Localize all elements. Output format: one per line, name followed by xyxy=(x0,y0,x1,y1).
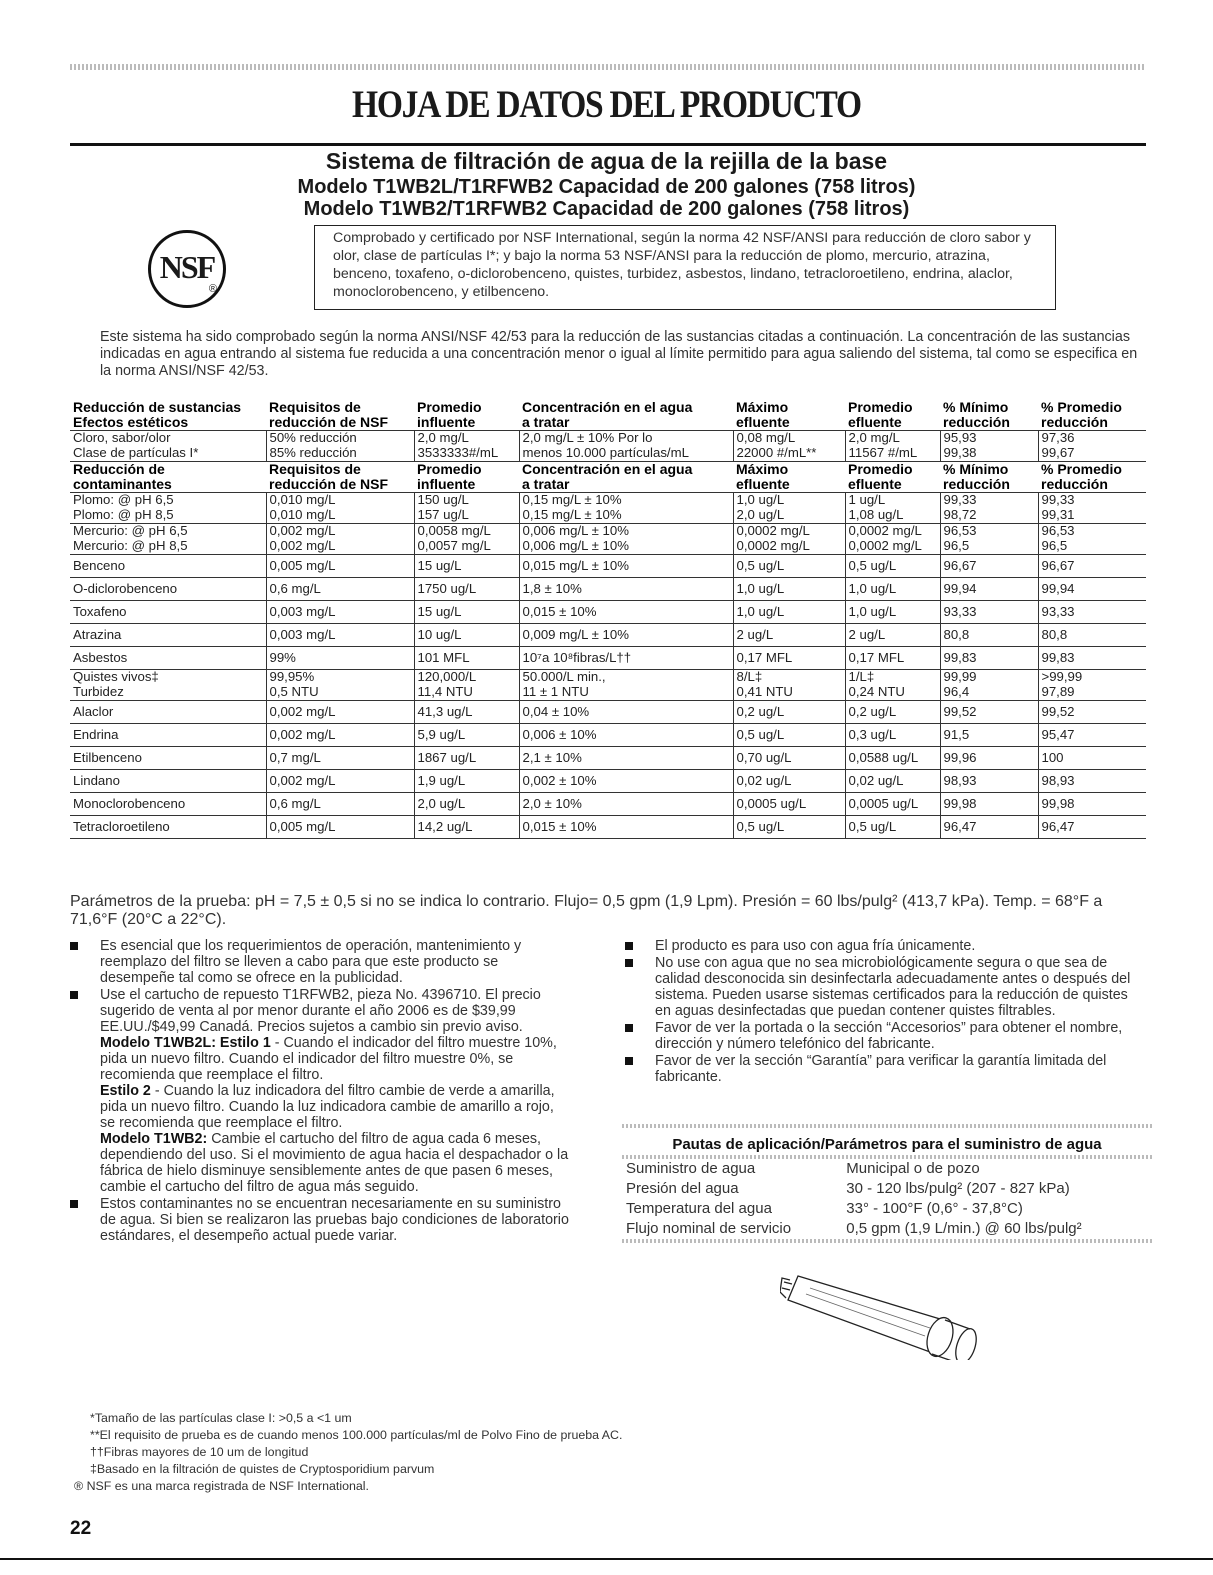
model-note-text: - Cuando la luz indicadora del filtro cambie de verde a amarilla, pida un nuevo filtro. Cuando la luz indicadora cambie de amarillo a rojo, se recomienda que reemplace el filtro. xyxy=(100,1083,555,1131)
table-cell: 0,0002 mg/L 0,0002 mg/L xyxy=(733,524,845,555)
table-cell: >99,99 97,89 xyxy=(1038,670,1146,701)
guideline-value: Municipal o de pozo xyxy=(846,1160,980,1177)
left-bullet-column xyxy=(70,938,570,1245)
guideline-label: Presión del agua xyxy=(626,1180,739,1197)
table-cell: 2 ug/L xyxy=(733,624,845,647)
table-cell: 99,83 xyxy=(940,647,1038,670)
table-cell: 96,67 xyxy=(1038,555,1146,578)
table-cell: 0,2 ug/L xyxy=(845,701,940,724)
footnote: **El requisito de prueba es de cuando menos 100.000 partículas/ml de Polvo Fino de prueba AC. xyxy=(90,1428,623,1442)
table-cell: 15 ug/L xyxy=(414,601,519,624)
table-cell: 0,002 mg/L 0,002 mg/L xyxy=(266,524,414,555)
table-cell: 1,0 ug/L 2,0 ug/L xyxy=(733,493,845,524)
model-note-text: Cambie el cartucho del filtro de agua cada 6 meses, dependiendo del uso. Si el movimiento de agua hacia el despachador o la fábrica de hielo disminuye sensiblemente antes de que pasen 6 meses, cambie el cartucho del filtro de agua más seguido. xyxy=(100,1131,569,1195)
table-cell: 0,6 mg/L xyxy=(266,793,414,816)
table-cell: 5,9 ug/L xyxy=(414,724,519,747)
table-row xyxy=(70,431,1146,462)
model-line-1: Modelo T1WB2L/T1RFWB2 Capacidad de 200 galones (758 litros) xyxy=(297,176,916,198)
table-cell: 99,98 xyxy=(1038,793,1146,816)
table-header-cell: % Promedio reducción xyxy=(1038,462,1146,493)
table-cell: 0,3 ug/L xyxy=(845,724,940,747)
table-row xyxy=(70,578,1146,601)
table-cell: 2,0 mg/L 3533333#/mL xyxy=(414,431,519,462)
table-cell: Lindano xyxy=(70,770,266,793)
table-cell: 2,0 mg/L 11567 #/mL xyxy=(845,431,940,462)
table-header-cell: Promedio influente xyxy=(414,462,519,493)
table-cell: 99,52 xyxy=(940,701,1038,724)
registered-mark: ® xyxy=(208,283,217,295)
bullet-item xyxy=(70,1196,570,1244)
table-cell: 98,93 xyxy=(1038,770,1146,793)
table-cell: 2,0 mg/L ± 10% Por lo menos 10.000 partículas/mL xyxy=(519,431,733,462)
table-cell: 10⁷a 10⁸fibras/L†† xyxy=(519,647,733,670)
table-cell: 1/L‡ 0,24 NTU xyxy=(845,670,940,701)
nsf-logo-text: NSF xyxy=(159,249,215,285)
table-cell: 0,5 ug/L xyxy=(845,816,940,839)
table-cell: 93,33 xyxy=(1038,601,1146,624)
bullet-item xyxy=(625,1053,1145,1085)
table-cell: Toxafeno xyxy=(70,601,266,624)
table-cell: 1,0 ug/L xyxy=(845,601,940,624)
table-cell: 0,002 mg/L xyxy=(266,701,414,724)
table-cell: 2 ug/L xyxy=(845,624,940,647)
table-header-cell: Reducción de sustancias Efectos estéticos xyxy=(73,399,242,430)
table-cell: 0,010 mg/L 0,010 mg/L xyxy=(266,493,414,524)
table-row xyxy=(70,724,1146,747)
table-cell: 0,2 ug/L xyxy=(733,701,845,724)
table-cell: 0,003 mg/L xyxy=(266,601,414,624)
bullet-item xyxy=(625,1020,1145,1052)
table-cell: O-diclorobenceno xyxy=(70,578,266,601)
model-label: Modelo T1WB2L: Estilo 1 xyxy=(100,1035,271,1051)
model-label: Estilo 2 xyxy=(100,1083,151,1099)
table-cell: 0,006 ± 10% xyxy=(519,724,733,747)
table-row xyxy=(70,747,1146,770)
nsf-certification-box: Comprobado y certificado por NSF International, según la norma 42 NSF/ANSI para reducción de cloro sabor y olor, clase de partículas I*; y bajo la norma 53 NSF/ANSI para la reducción de plomo, mercurio, atrazina, benceno, toxafeno, o-diclorobenceno, quistes, turbidez, asbestos, lindano, tetracloroetileno, endrina, alaclor, monoclorobenceno, y etilbenceno. xyxy=(314,225,1056,310)
table-header-cell: Promedio influente xyxy=(417,399,482,430)
table-cell: 0,005 mg/L xyxy=(266,816,414,839)
table-cell: 0,5 ug/L xyxy=(845,555,940,578)
table-cell: 10 ug/L xyxy=(414,624,519,647)
table-cell: 0,5 ug/L xyxy=(733,816,845,839)
model-label: Modelo T1WB2: xyxy=(100,1131,208,1147)
bullet-item xyxy=(70,938,570,986)
table-cell: 95,47 xyxy=(1038,724,1146,747)
table-row xyxy=(70,647,1146,670)
bullet-item xyxy=(70,987,570,1195)
table-cell: Mercurio: @ pH 6,5 Mercurio: @ pH 8,5 xyxy=(70,524,266,555)
table-cell: 1,0 ug/L xyxy=(733,578,845,601)
guidelines-table xyxy=(622,1159,1152,1239)
page-title: HOJA DE DATOS DEL PRODUCTO xyxy=(352,83,861,126)
table-cell: 101 MFL xyxy=(414,647,519,670)
table-cell: 0,04 ± 10% xyxy=(519,701,733,724)
table-cell: 99,94 xyxy=(1038,578,1146,601)
bullet-text: Favor de ver la portada o la sección “Accesorios” para obtener el nombre, dirección y número telefónico del fabricante. xyxy=(655,1020,1123,1052)
table-cell: Endrina xyxy=(70,724,266,747)
table-cell: 99,96 xyxy=(940,747,1038,770)
table-cell: 99,94 xyxy=(940,578,1038,601)
table-row xyxy=(70,524,1146,555)
table-cell: 0,015 ± 10% xyxy=(519,816,733,839)
table-cell: 50% reducción 85% reducción xyxy=(266,431,414,462)
table-cell: 0,006 mg/L ± 10% 0,006 mg/L ± 10% xyxy=(519,524,733,555)
table-cell: 80,8 xyxy=(940,624,1038,647)
table-cell: 1750 ug/L xyxy=(414,578,519,601)
guideline-label: Suministro de agua xyxy=(626,1160,756,1177)
table-cell: 0,009 mg/L ± 10% xyxy=(519,624,733,647)
table-header-cell: Promedio efluente xyxy=(845,462,940,493)
model-note-text: - Cuando el indicador del filtro muestre 10%, pida un nuevo filtro. Cuando el indicador del filtro muestre 0%, se recomienda que reemplace el filtro. xyxy=(100,1035,557,1083)
table-cell: Quistes vivos‡ Turbidez xyxy=(70,670,266,701)
table-cell: Cloro, sabor/olor Clase de partículas I* xyxy=(70,431,266,462)
table-cell: 0,002 mg/L xyxy=(266,724,414,747)
table-cell: 98,93 xyxy=(940,770,1038,793)
table-cell: 0,0058 mg/L 0,0057 mg/L xyxy=(414,524,519,555)
table-cell: 0,0588 ug/L xyxy=(845,747,940,770)
table-cell: 95,93 99,38 xyxy=(940,431,1038,462)
table-cell: 2,0 ug/L xyxy=(414,793,519,816)
table-row xyxy=(70,624,1146,647)
table-cell: 0,002 ± 10% xyxy=(519,770,733,793)
table-header-cell: Concentración en el agua a tratar xyxy=(519,462,733,493)
table-cell: 2,0 ± 10% xyxy=(519,793,733,816)
table-row xyxy=(70,816,1146,839)
guidelines-heading: Pautas de aplicación/Parámetros para el suministro de agua xyxy=(672,1136,1102,1153)
guideline-value: 30 - 120 lbs/pulg² (207 - 827 kPa) xyxy=(846,1180,1070,1197)
table-cell: 2,1 ± 10% xyxy=(519,747,733,770)
table-row xyxy=(70,601,1146,624)
table-cell: 120,000/L 11,4 NTU xyxy=(414,670,519,701)
table-cell: 96,53 96,5 xyxy=(1038,524,1146,555)
table-cell: 0,02 ug/L xyxy=(845,770,940,793)
table-cell: 0,0005 ug/L xyxy=(733,793,845,816)
table-cell: Asbestos xyxy=(70,647,266,670)
table-header-cell: % Promedio reducción xyxy=(1041,399,1122,430)
table-cell: Etilbenceno xyxy=(70,747,266,770)
table-cell: 1 ug/L 1,08 ug/L xyxy=(845,493,940,524)
table-cell: 0,5 ug/L xyxy=(733,724,845,747)
table-cell: 1,0 ug/L xyxy=(845,578,940,601)
table-cell: 96,47 xyxy=(1038,816,1146,839)
table-row xyxy=(622,1199,1152,1219)
table-cell: Monoclorobenceno xyxy=(70,793,266,816)
table-header-cell: % Mínimo reducción xyxy=(943,399,1010,430)
footnote: ‡Basado en la filtración de quistes de Cryptosporidium parvum xyxy=(90,1462,435,1476)
table-cell: 41,3 ug/L xyxy=(414,701,519,724)
bottom-rule xyxy=(0,1558,1213,1560)
guideline-label: Temperatura del agua xyxy=(626,1200,772,1217)
model-note xyxy=(100,1131,570,1195)
table-cell: 99,33 99,31 xyxy=(1038,493,1146,524)
table-cell: 0,17 MFL xyxy=(845,647,940,670)
table-row xyxy=(70,493,1146,524)
title-rule xyxy=(70,143,1146,146)
table-cell: 0,002 mg/L xyxy=(266,770,414,793)
table-cell: 99,98 xyxy=(940,793,1038,816)
table-cell: Plomo: @ pH 6,5 Plomo: @ pH 8,5 xyxy=(70,493,266,524)
table-row xyxy=(70,670,1146,701)
table-row xyxy=(622,1159,1152,1179)
performance-table xyxy=(70,400,1146,839)
table-header-cell: Máximo efluente xyxy=(733,462,845,493)
bullet-text: Es esencial que los requerimientos de operación, mantenimiento y reemplazo del filtro se lleven a cabo para que este producto se desempeñe tal como se ofrece en la publicidad. xyxy=(100,938,522,986)
bullet-text: No use con agua que no sea microbiológicamente segura o que sea de calidad desconocida sin desinfectarla adecuadamente antes o después del sistema. Pueden usarse sistemas certificados para la reducción de quistes en aguas desinfectadas que puedan contener quistes filtrables. xyxy=(655,955,1131,1019)
filter-cartridge-illustration xyxy=(780,1250,990,1360)
table-cell: 91,5 xyxy=(940,724,1038,747)
footnote: *Tamaño de las partículas clase I: >0,5 a <1 um xyxy=(90,1411,352,1425)
table-cell: Atrazina xyxy=(70,624,266,647)
table-cell: 96,47 xyxy=(940,816,1038,839)
table-header-cell: Promedio efluente xyxy=(848,399,913,430)
table-header-cell: Máximo efluente xyxy=(736,399,790,430)
nsf-logo xyxy=(148,230,226,308)
table-header-cell: Reducción de contaminantes xyxy=(70,462,266,493)
bullet-text: Favor de ver la sección “Garantía” para verificar la garantía limitada del fabricante. xyxy=(655,1053,1107,1085)
table-cell: 96,67 xyxy=(940,555,1038,578)
subtitle: Sistema de filtración de agua de la rejilla de la base xyxy=(325,148,888,174)
test-parameters: Parámetros de la prueba: pH = 7,5 ± 0,5 si no se indica lo contrario. Flujo= 0,5 gpm (1,9 Lpm). Presión = 60 lbs/pulg² (413,7 kPa). Temp. = 68°F a 71,6°F (20°C a 22°C). xyxy=(70,893,1103,928)
water-supply-guidelines xyxy=(622,1124,1152,1243)
table-cell: 99,95% 0,5 NTU xyxy=(266,670,414,701)
table-cell: 0,0002 mg/L 0,0002 mg/L xyxy=(845,524,940,555)
table-row xyxy=(70,701,1146,724)
table-row xyxy=(70,793,1146,816)
bullet-item xyxy=(625,955,1145,1019)
bullet-text: Use el cartucho de repuesto T1RFWB2, pieza No. 4396710. El precio sugerido de venta al por menor durante el año 2006 es de $39,99 EE.UU./$49,99 Canadá. Precios sujetos a cambio sin previo aviso. xyxy=(100,987,541,1035)
table-row xyxy=(622,1179,1152,1199)
dotted-rule xyxy=(622,1239,1152,1243)
table-cell: 0,005 mg/L xyxy=(266,555,414,578)
table-cell: 0,5 ug/L xyxy=(733,555,845,578)
table-cell: 0,6 mg/L xyxy=(266,578,414,601)
table-cell: 0,003 mg/L xyxy=(266,624,414,647)
page-number: 22 xyxy=(70,1518,92,1539)
table-cell: 1,0 ug/L xyxy=(733,601,845,624)
table-cell: 50.000/L min., 11 ± 1 NTU xyxy=(519,670,733,701)
table-cell: 0,7 mg/L xyxy=(266,747,414,770)
footnote: ® NSF es una marca registrada de NSF International. xyxy=(74,1479,369,1493)
table-header-row xyxy=(70,462,1146,493)
table-cell: 97,36 99,67 xyxy=(1038,431,1146,462)
footnotes xyxy=(74,1410,890,1495)
guideline-value: 33° - 100°F (0,6° - 37,8°C) xyxy=(846,1200,1023,1217)
bullet-text: Estos contaminantes no se encuentran necesariamente en su suministro de agua. Si bien se realizaron las pruebas bajo condiciones de laboratorio estándares, el desempeño actual puede variar. xyxy=(100,1196,569,1244)
table-cell: 93,33 xyxy=(940,601,1038,624)
footnote: ††Fibras mayores de 10 um de longitud xyxy=(90,1445,309,1459)
table-cell: 99,83 xyxy=(1038,647,1146,670)
table-row xyxy=(70,555,1146,578)
table-cell: 0,0005 ug/L xyxy=(845,793,940,816)
table-cell: 1,8 ± 10% xyxy=(519,578,733,601)
table-cell: 1,9 ug/L xyxy=(414,770,519,793)
intro-paragraph: Este sistema ha sido comprobado según la norma ANSI/NSF 42/53 para la reducción de las sustancias citadas a continuación. La concentración de las sustancias indicadas en agua entrando al sistema fue reducida a una concentración menor o igual al límite permitido para agua saliendo del sistema, tal como se especifica en la norma ANSI/NSF 42/53. xyxy=(100,329,1138,379)
table-header-cell: Requisitos de reducción de NSF xyxy=(266,462,414,493)
table-cell: 15 ug/L xyxy=(414,555,519,578)
table-cell: 150 ug/L 157 ug/L xyxy=(414,493,519,524)
table-header-row xyxy=(70,400,1146,431)
table-cell: 99,99 96,4 xyxy=(940,670,1038,701)
table-cell: Tetracloroetileno xyxy=(70,816,266,839)
table-row xyxy=(70,770,1146,793)
table-cell: 0,70 ug/L xyxy=(733,747,845,770)
table-cell: Benceno xyxy=(70,555,266,578)
bullet-item xyxy=(625,938,1145,954)
table-cell: 0,015 mg/L ± 10% xyxy=(519,555,733,578)
table-cell: 80,8 xyxy=(1038,624,1146,647)
table-header-cell: Requisitos de reducción de NSF xyxy=(269,399,389,430)
table-cell: 1867 ug/L xyxy=(414,747,519,770)
table-cell: 99% xyxy=(266,647,414,670)
table-cell: 99,52 xyxy=(1038,701,1146,724)
table-cell: 0,17 MFL xyxy=(733,647,845,670)
table-cell: 100 xyxy=(1038,747,1146,770)
guideline-label: Flujo nominal de servicio xyxy=(626,1220,792,1237)
table-row xyxy=(622,1219,1152,1239)
table-cell: 0,02 ug/L xyxy=(733,770,845,793)
table-cell: 96,53 96,5 xyxy=(940,524,1038,555)
table-cell: 0,08 mg/L 22000 #/mL** xyxy=(733,431,845,462)
table-cell: Alaclor xyxy=(70,701,266,724)
model-line-2: Modelo T1WB2/T1RFWB2 Capacidad de 200 galones (758 litros) xyxy=(303,198,910,220)
table-header-cell: % Mínimo reducción xyxy=(940,462,1038,493)
table-header-cell: Concentración en el agua a tratar xyxy=(522,399,693,430)
top-dotted-rule xyxy=(70,64,1146,70)
right-bullet-column xyxy=(625,938,1145,1086)
table-cell: 14,2 ug/L xyxy=(414,816,519,839)
guideline-value: 0,5 gpm (1,9 L/min.) @ 60 lbs/pulg² xyxy=(846,1220,1082,1237)
model-note xyxy=(100,1083,570,1131)
table-cell: 8/L‡ 0,41 NTU xyxy=(733,670,845,701)
bullet-text: El producto es para uso con agua fría únicamente. xyxy=(655,938,976,954)
table-cell: 0,015 ± 10% xyxy=(519,601,733,624)
table-cell: 0,15 mg/L ± 10% 0,15 mg/L ± 10% xyxy=(519,493,733,524)
model-note xyxy=(100,1035,570,1083)
table-cell: 99,33 98,72 xyxy=(940,493,1038,524)
